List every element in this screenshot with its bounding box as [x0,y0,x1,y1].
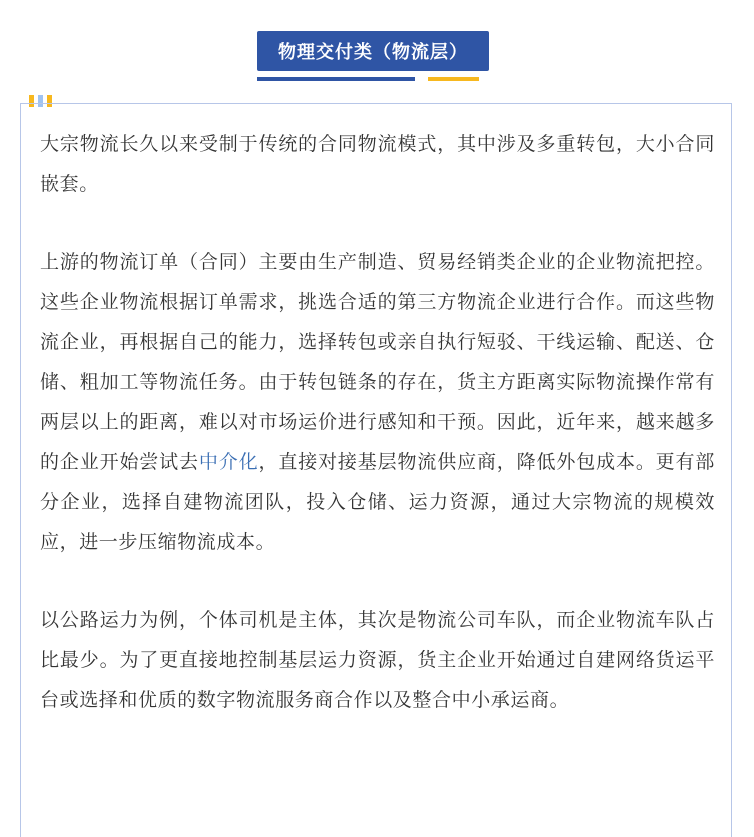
paragraph-2 [40,242,715,562]
paragraph-3-text: 以公路运力为例，个体司机是主体，其次是物流公司车队，而企业物流车队占比最少。为了更直接地控制基层运力资源，货主企业开始通过自建网络货运平台或选择和优质的数字物流服务商合作以及整合中小承运商。 [40,609,715,711]
section-title: 物理交付类（物流层） [278,42,468,63]
paragraph-1-text: 大宗物流长久以来受制于传统的合同物流模式，其中涉及多重转包，大小合同嵌套。 [40,133,715,195]
section-title-box [257,31,489,71]
title-underline-blue [257,77,415,81]
section-title-block [257,31,489,73]
intermediary-link[interactable]: 中介化 [198,451,259,473]
paragraph-1 [40,124,715,204]
paragraph-2-before: 上游的物流订单（合同）主要由生产制造、贸易经销类企业的企业物流把控。这些企业物流根据订单需求，挑选合适的第三方物流企业进行合作。而这些物流企业，再根据自己的能力，选择转包或亲自执行短驳、干线运输、配送、仓储、粗加工等物流任务。由于转包链条的存在，货主方距离实际物流操作常有两层以上的距离，难以对市场运价进行感知和干预。因此，近年来，越来越多的企业开始尝试去 [40,251,715,473]
paragraph-2-after: ，直接对接基层物流供应商，降低外包成本。更有部分企业，选择自建物流团队，投入仓储、运力资源，通过大宗物流的规模效应，进一步压缩物流成本。 [40,451,715,553]
paragraph-3 [40,600,715,720]
article-content [40,124,715,758]
title-underline-gold [428,77,479,81]
